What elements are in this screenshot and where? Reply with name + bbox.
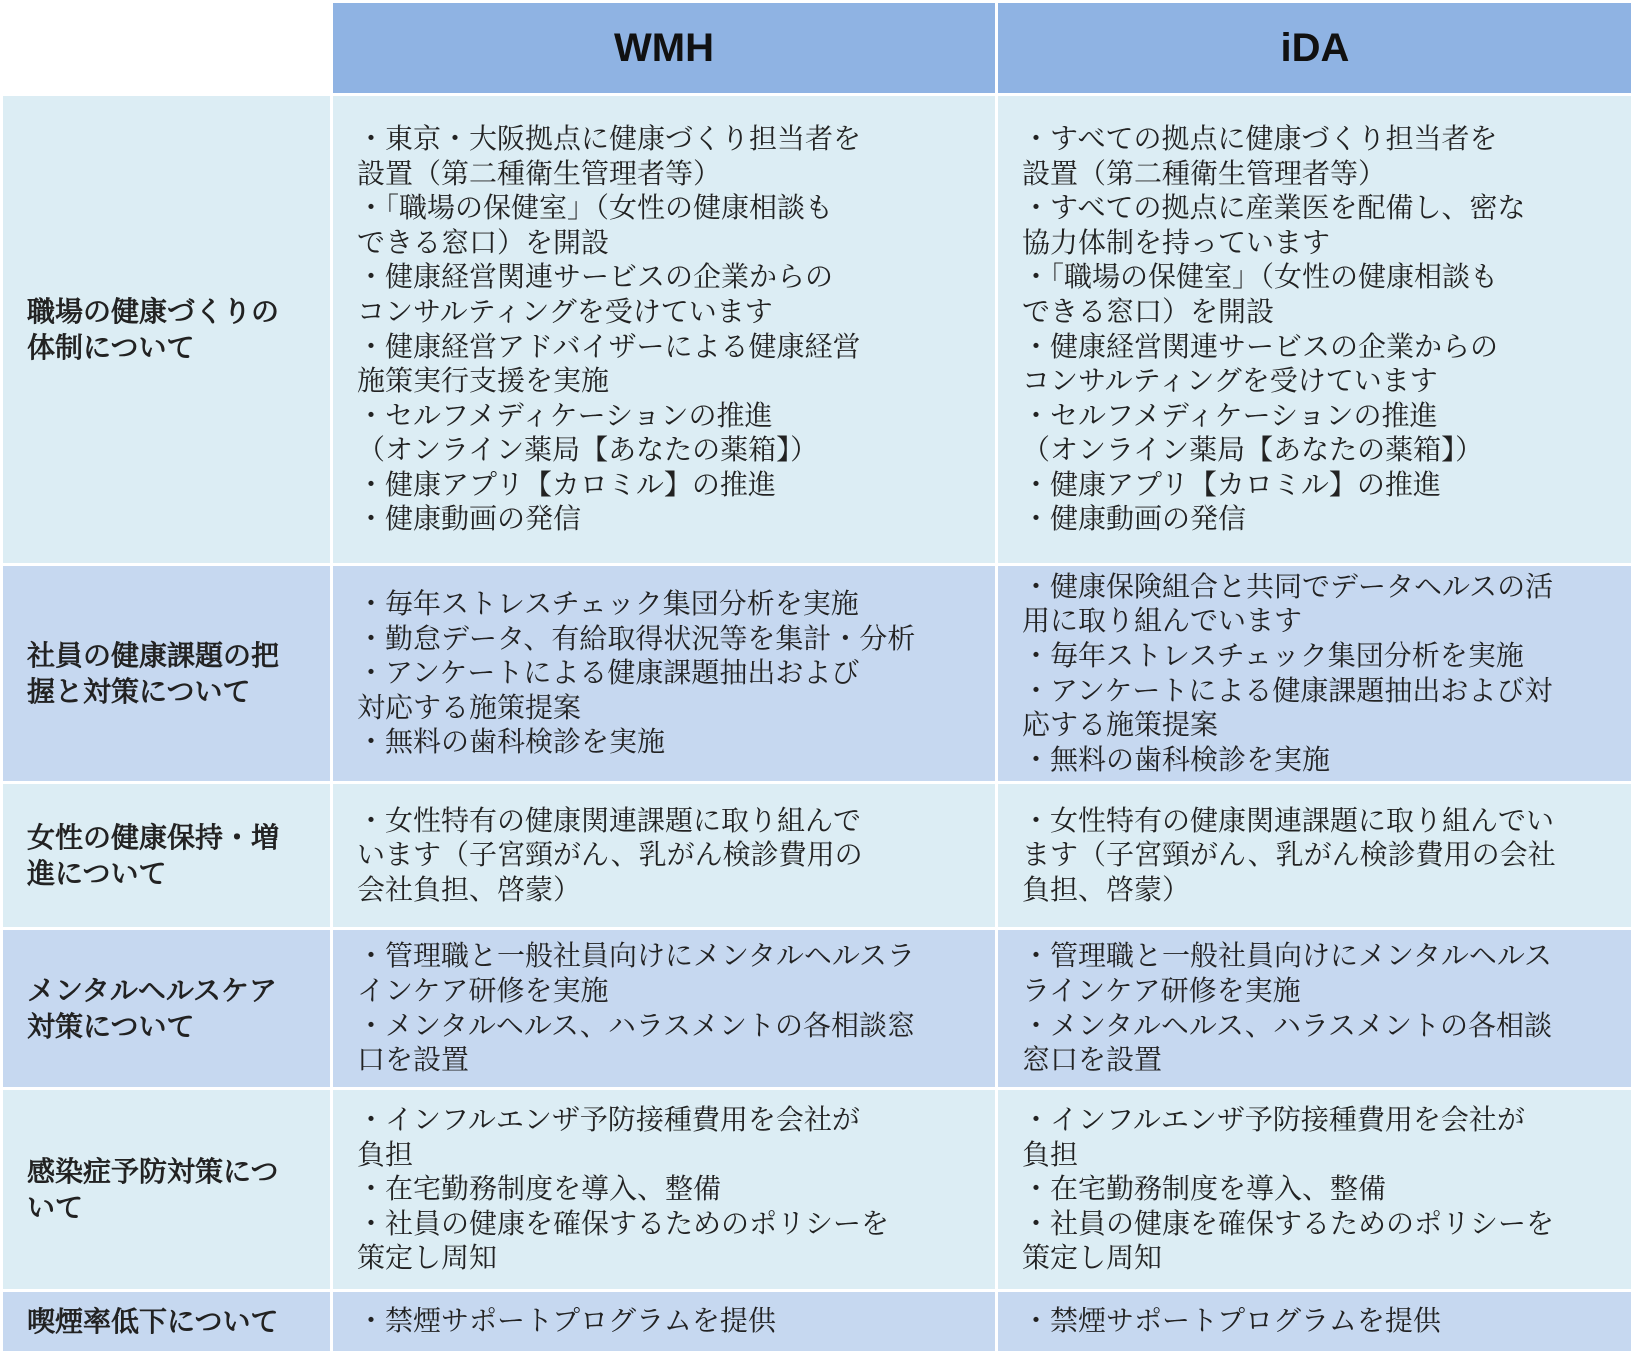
text-line: 策定し周知 (1022, 1241, 1163, 1275)
text-line: 負担、啓蒙） (1022, 872, 1191, 906)
row-header-label (27, 638, 279, 710)
row-header (3, 930, 330, 1087)
row-header-label (27, 820, 279, 892)
wmh-cell (333, 930, 995, 1087)
text-line: ・管理職と一般社員向けにメンタルヘルスラ (357, 939, 916, 973)
label-line: 女性の健康保持・増 (27, 820, 280, 854)
text-line: ・「職場の保健室」（女性の健康相談も (357, 191, 834, 225)
corner-cell (3, 3, 330, 93)
text-line: ・社員の健康を確保するためのポリシーを (357, 1206, 890, 1240)
text-line: ・禁煙サポートプログラムを提供 (1022, 1304, 1441, 1338)
text-line: ・アンケートによる健康課題抽出および (357, 656, 860, 690)
column-header-ida: iDA (998, 3, 1631, 93)
wmh-cell (333, 1090, 995, 1289)
text-line: ・インフルエンザ予防接種費用を会社が (1022, 1103, 1525, 1137)
column-header-wmh: WMH (333, 3, 995, 93)
label-line: 喫煙率低下について (27, 1304, 279, 1338)
text-line: ます（子宮頸がん、乳がん検診費用の会社 (1022, 838, 1556, 872)
label-line: いて (27, 1190, 84, 1224)
text-line: （オンライン薬局【あなたの薬箱】） (1022, 433, 1484, 467)
label-line: メンタルヘルスケア (27, 973, 278, 1007)
row-header (3, 566, 330, 781)
text-line: ・健康保険組合と共同でデータヘルスの活 (1022, 569, 1554, 603)
text-line: 施策実行支援を実施 (357, 364, 610, 398)
ida-cell (998, 1090, 1631, 1289)
text-line: ・すべての拠点に産業医を配備し、密な (1022, 191, 1526, 225)
comparison-table (3, 3, 1628, 1347)
row-header-label (27, 294, 279, 366)
row-header-label (27, 1154, 278, 1226)
text-line: ・健康経営アドバイザーによる健康経営 (357, 329, 861, 363)
text-line: ・禁煙サポートプログラムを提供 (357, 1304, 776, 1338)
row-header-label (27, 973, 277, 1045)
text-line: ・セルフメディケーションの推進 (1022, 398, 1438, 432)
wmh-cell (333, 96, 995, 563)
text-line: 口を設置 (357, 1043, 470, 1077)
text-line: できる窓口）を開設 (357, 225, 610, 259)
text-line: ・管理職と一般社員向けにメンタルヘルス (1022, 939, 1553, 973)
label-line: 握と対策について (27, 674, 251, 708)
text-line: います（子宮頸がん、乳がん検診費用の (357, 838, 863, 872)
wmh-cell (333, 1292, 995, 1351)
label-line: 対策について (27, 1009, 195, 1043)
label-line: 体制について (27, 330, 195, 364)
label-line: 社員の健康課題の把 (27, 638, 280, 672)
text-line: ・健康動画の発信 (1022, 502, 1247, 536)
row-header (3, 1090, 330, 1289)
text-line: 用に取り組んでいます (1022, 604, 1303, 638)
text-line: ・社員の健康を確保するためのポリシーを (1022, 1206, 1555, 1240)
text-line: 窓口を設置 (1022, 1043, 1163, 1077)
text-line: 負担 (1022, 1137, 1079, 1171)
text-line: ・無料の歯科検診を実施 (1022, 742, 1331, 776)
text-line: ・在宅勤務制度を導入、整備 (357, 1172, 722, 1206)
text-line: 設置（第二種衛生管理者等） (1022, 156, 1387, 190)
text-line: ・毎年ストレスチェック集団分析を実施 (1022, 638, 1524, 672)
label-line: 職場の健康づくりの (27, 294, 280, 328)
text-line: ・アンケートによる健康課題抽出および対 (1022, 673, 1553, 707)
text-line: ・インフルエンザ予防接種費用を会社が (357, 1103, 860, 1137)
text-line: ・毎年ストレスチェック集団分析を実施 (357, 587, 859, 621)
row-header (3, 1292, 330, 1351)
ida-cell (998, 1292, 1631, 1351)
text-line: できる窓口）を開設 (1022, 294, 1275, 328)
text-line: ・女性特有の健康関連課題に取り組んで (357, 803, 862, 837)
text-line: コンサルティングを受けています (1022, 364, 1438, 398)
row-header (3, 96, 330, 563)
text-line: 負担 (357, 1137, 414, 1171)
ida-cell (998, 784, 1631, 927)
text-line: ・セルフメディケーションの推進 (357, 398, 773, 432)
row-header (3, 784, 330, 927)
text-line: ・在宅勤務制度を導入、整備 (1022, 1172, 1387, 1206)
ida-cell (998, 930, 1631, 1087)
text-line: コンサルティングを受けています (357, 294, 773, 328)
text-line: インケア研修を実施 (357, 973, 609, 1007)
text-line: ・女性特有の健康関連課題に取り組んでい (1022, 803, 1555, 837)
wmh-cell (333, 566, 995, 781)
text-line: 協力体制を持っています (1022, 225, 1331, 259)
text-line: ・健康経営関連サービスの企業からの (1022, 329, 1499, 363)
ida-cell (998, 566, 1631, 781)
text-line: ・健康アプリ【カロミル】の推進 (357, 467, 776, 501)
text-line: ・メンタルヘルス、ハラスメントの各相談 (1022, 1008, 1553, 1042)
text-line: ・無料の歯科検診を実施 (357, 725, 666, 759)
text-line: ・すべての拠点に健康づくり担当者を (1022, 121, 1498, 155)
row-header-label (27, 1304, 278, 1340)
text-line: ラインケア研修を実施 (1022, 973, 1301, 1007)
label-line: 感染症予防対策につ (27, 1154, 279, 1188)
text-line: （オンライン薬局【あなたの薬箱】） (357, 433, 819, 467)
text-line: ・健康経営関連サービスの企業からの (357, 260, 834, 294)
text-line: 対応する施策提案 (357, 690, 582, 724)
label-line: 進について (27, 856, 167, 890)
text-line: ・メンタルヘルス、ハラスメントの各相談窓 (357, 1008, 916, 1042)
text-line: ・健康アプリ【カロミル】の推進 (1022, 467, 1441, 501)
ida-cell (998, 96, 1631, 563)
text-line: 設置（第二種衛生管理者等） (357, 156, 722, 190)
text-line: ・勤怠データ、有給取得状況等を集計・分析 (357, 621, 916, 655)
text-line: ・東京・大阪拠点に健康づくり担当者を (357, 121, 862, 155)
text-line: 会社負担、啓蒙） (357, 872, 582, 906)
text-line: 応する施策提案 (1022, 708, 1219, 742)
text-line: ・「職場の保健室」（女性の健康相談も (1022, 260, 1499, 294)
text-line: 策定し周知 (357, 1241, 498, 1275)
wmh-cell (333, 784, 995, 927)
text-line: ・健康動画の発信 (357, 502, 582, 536)
